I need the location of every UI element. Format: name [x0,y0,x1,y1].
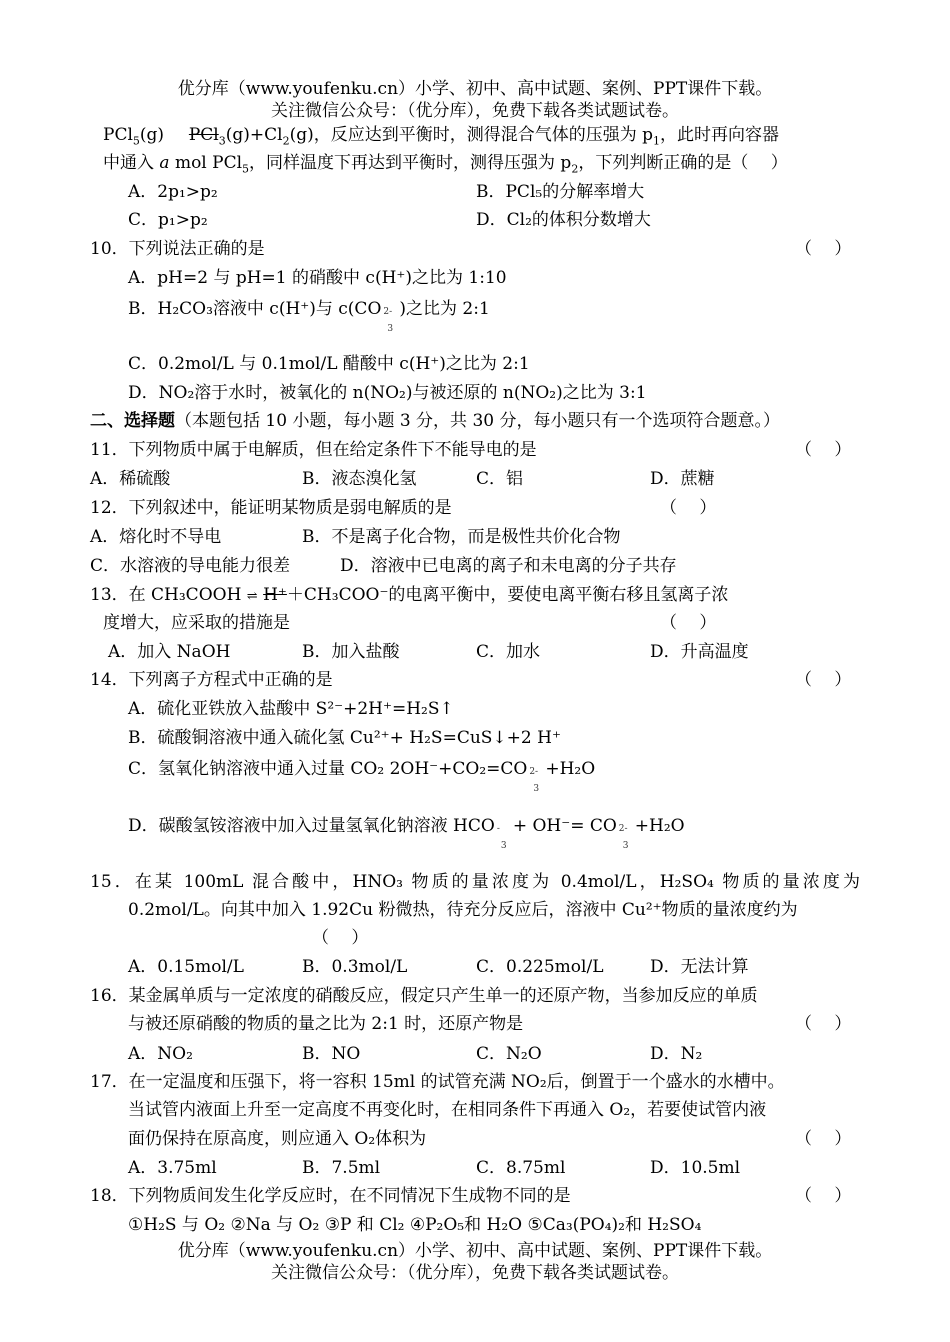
q12-answer-paren: （ ） [660,498,717,518]
q13-answer-paren: （ ） [660,613,717,633]
q11-answer-paren: （ ） [795,440,852,460]
q10-stem: 10．下列说法正确的是 [90,239,265,259]
q15-line-2: 0.2mol/L。向其中加入 1.92Cu 粉微热，待充分反应后，溶液中 Cu²⁺物质的量浓度约为 [128,900,798,920]
q10-answer-paren: （ ） [795,239,852,259]
q14-option-b: B．硫酸铜溶液中通入硫化氢 Cu²⁺+ H₂S=CuS↓+2 H⁺ [128,728,561,748]
q15-answer-paren: （ ） [312,928,369,948]
q15-option-a: A．0.15mol/L [128,957,244,977]
q17-option-b: B．7.5ml [302,1158,381,1178]
q12-stem: 12．下列叙述中，能证明某物质是弱电解质的是 [90,498,452,518]
q17-line-3: 面仍保持在原高度，则应通入 O₂体积为 [128,1129,427,1149]
q12-option-b: B．不是离子化合物，而是极性共价化合物 [302,527,621,547]
q16-option-c: C．N₂O [476,1044,542,1064]
header-line-2: 关注微信公众号：（优分库），免费下载各类试题试卷。 [271,101,679,121]
q11-option-c: C．铝 [476,469,524,489]
q18-items: ①H₂S 与 O₂ ②Na 与 O₂ ③P 和 Cl₂ ④P₂O₅和 H₂O ⑤Ca₃(PO₄)₂和 H₂SO₄ [128,1215,702,1235]
q13-option-b: B．加入盐酸 [302,642,400,662]
q12-option-d: D．溶液中已电离的离子和未电离的分子共存 [340,556,677,576]
q17-answer-paren: （ ） [795,1129,852,1149]
q15-line-1: 15．在某 100mL 混合酸中，HNO₃ 物质的量浓度为 0.4mol/L，H₂SO₄ 物质的量浓度为 [90,872,860,892]
q14-option-a: A．硫化亚铁放入盐酸中 S²⁻+2H⁺=H₂S↑ [128,699,454,719]
equilibrium-arrow-icon: ⇌ [246,589,258,604]
q13-option-c: C．加水 [476,642,541,662]
q15-option-b: B．0.3mol/L [302,957,408,977]
q16-line-1: 16．某金属单质与一定浓度的硝酸反应，假定只产生单一的还原产物，当参加反应的单质 [90,986,758,1006]
header-line-1: 优分库（www.youfenku.cn）小学、初中、高中试题、案例、PPT课件下载。 [177,79,773,99]
q16-option-d: D．N₂ [650,1044,703,1064]
q17-option-a: A．3.75ml [128,1158,217,1178]
q13-option-d: D．升高温度 [650,642,749,662]
q13-stem-line-1: 13．在 CH₃COOH ⇌ H⁺＋CH₃COO⁻的电离平衡中，要使电离平衡右移且氢离子浓 [90,585,729,605]
q9-line-1: PCl$_5$(g) $PCl_3(g)+Cl_2(g)$，反应达到平衡时，测得混合气体的压强为 $p_1$，此时再向容器 [103,125,780,148]
q10-option-b: B．H₂CO₃溶液中 c(H⁺)与 c(CO 2- 3 )之比为 2:1 [128,299,490,334]
q16-line-2: 与被还原硝酸的物质的量之比为 2:1 时，还原产物是 [128,1014,524,1034]
q17-option-d: D．10.5ml [650,1158,741,1178]
q14-stem: 14．下列离子方程式中正确的是 [90,670,333,690]
q10-option-a: A．pH=2 与 pH=1 的硝酸中 c(H⁺)之比为 1:10 [128,268,507,288]
footer-line-1: 优分库（www.youfenku.cn）小学、初中、高中试题、案例、PPT课件下载。 [177,1241,773,1261]
q17-line-1: 17．在一定温度和压强下，将一容积 15ml 的试管充满 NO₂后，倒置于一个盛水的水槽中。 [90,1072,785,1092]
q12-option-c: C．水溶液的导电能力很差 [90,556,291,576]
q9-option-a: A．2p₁>p₂ [128,182,218,202]
q15-option-d: D．无法计算 [650,957,749,977]
q15-option-c: C．0.225mol/L [476,957,604,977]
q14-option-c: C．氢氧化钠溶液中通入过量 CO₂ 2OH⁻+CO₂=CO 2- 3 +H₂O [128,759,596,794]
q11-option-d: D．蔗糖 [650,469,715,489]
q13-stem-line-2: 度增大，应采取的措施是 [103,613,290,633]
q14-answer-paren: （ ） [795,670,852,690]
q11-option-a: A．稀硫酸 [90,469,171,489]
q12-option-a: A．熔化时不导电 [90,527,222,547]
q16-answer-paren: （ ） [795,1014,852,1034]
q16-option-a: A．NO₂ [128,1044,193,1064]
q17-line-2: 当试管内液面上升至一定高度不再变化时，在相同条件下再通入 O₂，若要使试管内液 [128,1100,767,1120]
q9-option-b: B．PCl₅的分解率增大 [476,182,645,202]
q11-option-b: B．液态溴化氢 [302,469,417,489]
q16-option-b: B．NO [302,1044,361,1064]
q17-option-c: C．8.75ml [476,1158,566,1178]
q10-option-c: C．0.2mol/L 与 0.1mol/L 醋酸中 c(H⁺)之比为 2:1 [128,354,530,374]
q14-option-d: D．碳酸氢铵溶液中加入过量氢氧化钠溶液 HCO - 3 + OH⁻= CO 2- 3 +H₂O [128,816,685,851]
q10-option-d: D．NO₂溶于水时，被氧化的 n(NO₂)与被还原的 n(NO₂)之比为 3:1 [128,383,647,403]
q18-answer-paren: （ ） [795,1186,852,1206]
q9-option-c: C．p₁>p₂ [128,210,208,230]
footer-line-2: 关注微信公众号：（优分库），免费下载各类试题试卷。 [271,1263,679,1283]
q9-option-d: D．Cl₂的体积分数增大 [476,210,651,230]
q9-line-2: 中通入 a mol PCl$_5$，同样温度下再达到平衡时，测得压强为 $p_2$，下列判断正确的是（ ） [103,153,788,176]
q11-stem: 11．下列物质中属于电解质，但在给定条件下不能导电的是 [90,440,537,460]
q18-stem: 18．下列物质间发生化学反应时，在不同情况下生成物不同的是 [90,1186,571,1206]
q13-option-a: A．加入 NaOH [108,642,231,662]
section-2-heading: 二、选择题（本题包括 10 小题，每小题 3 分，共 30 分，每小题只有一个选项符合题意。） [90,411,781,431]
